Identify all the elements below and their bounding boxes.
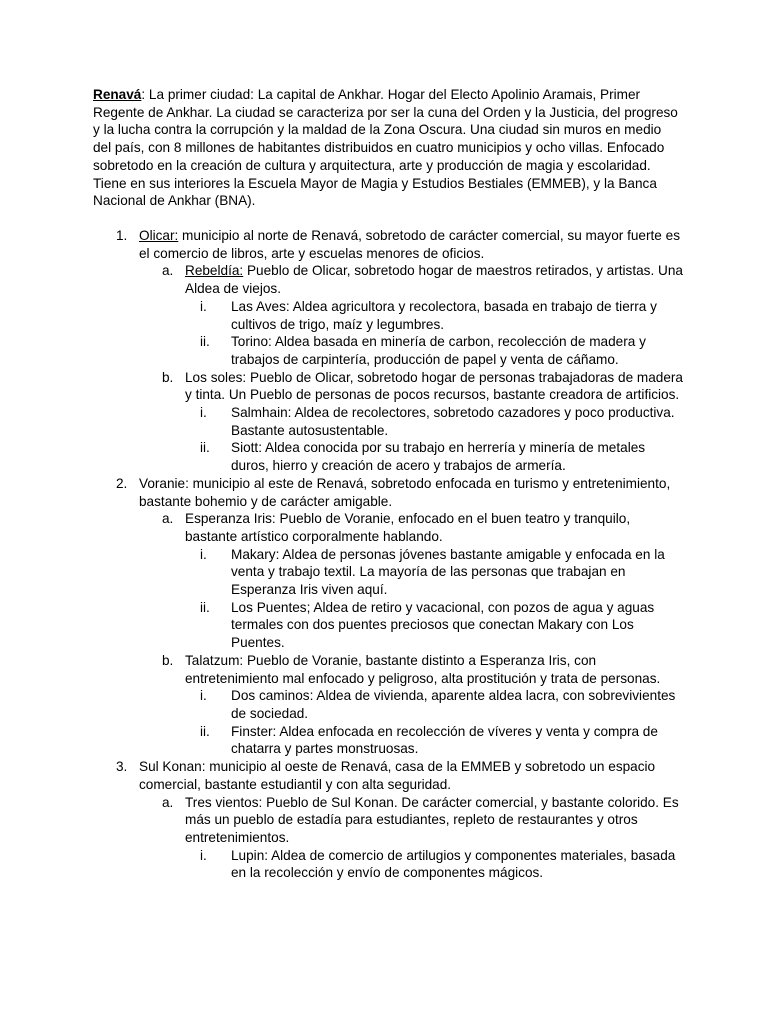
list-item [93, 404, 683, 439]
list-item [93, 794, 683, 847]
list-item [93, 227, 683, 262]
item-text: Torino: Aldea basada en minería de carbon, recolección de madera y trabajos de carpintería, producción de papel y venta de cáñamo. [231, 334, 646, 367]
list-item [93, 546, 683, 599]
list-marker: ii. [200, 334, 210, 350]
list-item [93, 262, 683, 297]
item-text: Las Aves: Aldea agricultora y recolectora, basada en trabajo de tierra y cultivos de trigo, maíz y legumbres. [231, 298, 657, 332]
list-marker: b. [162, 369, 174, 385]
list-marker: a. [162, 511, 174, 527]
list-marker: 1. [116, 228, 128, 243]
list-marker: a. [162, 263, 174, 279]
list-item [93, 439, 683, 474]
list-item [93, 333, 683, 368]
item-text: Makary: Aldea de personas jóvenes bastante amigable y enfocada en la venta y trabajo textil. La mayoría de las personas que trabajan en Esperanza Iris viven aquí. [231, 546, 665, 598]
item-text: Finster: Aldea enfocada en recolección de víveres y venta y compra de chatarra y partes monstruosas. [231, 723, 658, 757]
list-marker: b. [162, 652, 174, 668]
item-text: Pueblo de Olicar, sobretodo hogar de maestros retirados, y artistas. Una Aldea de viejos. [185, 263, 683, 297]
list-item [93, 369, 683, 404]
list-marker: 2. [116, 475, 128, 491]
list-marker: ii. [200, 723, 210, 739]
list-item [93, 652, 683, 687]
list-item [93, 758, 683, 793]
item-text: Esperanza Iris: Pueblo de Voranie, enfocado en el buen teatro y tranquilo, bastante artístico corporalmente hablando. [185, 511, 631, 544]
item-name: Olicar: [139, 228, 179, 243]
intro-term: Renavá [93, 87, 142, 102]
item-text: Talatzum: Pueblo de Voranie, bastante distinto a Esperanza Iris, con entretenimiento mal enfocado y peligroso, alta prostitución y trata de personas. [185, 652, 661, 686]
intro-paragraph [93, 86, 683, 210]
list-marker: i. [200, 688, 207, 704]
item-text: Los soles: Pueblo de Olicar, sobretodo hogar de personas trabajadoras de madera y tinta. Un Pueblo de personas de pocos recursos, bastante creadora de artificios. [185, 369, 683, 403]
list-marker: a. [162, 794, 174, 810]
item-text: municipio al norte de Renavá, sobretodo de carácter comercial, su mayor fuerte es el comercio de libros, arte y escuelas menores de oficios. [139, 228, 680, 261]
list-marker: ii. [200, 440, 210, 456]
item-text: Sul Konan: municipio al oeste de Renavá, casa de la EMMEB y sobretodo un espacio comercial, bastante estudiantil y con alta seguridad. [139, 759, 656, 792]
list-item [93, 475, 683, 510]
item-text: Los Puentes; Aldea de retiro y vacacional, con pozos de agua y aguas termales con dos puentes preciosos que conectan Makary con Los Puentes. [231, 599, 655, 651]
list-marker: 3. [116, 759, 128, 775]
list-item [93, 687, 683, 722]
outline-list [93, 227, 683, 882]
item-text: Voranie: municipio al este de Renavá, sobretodo enfocada en turismo y entretenimiento, bastante bohemio y de carácter amigable. [139, 475, 671, 509]
item-text: Siott: Aldea conocida por su trabajo en herrería y minería de metales duros, hierro y creación de acero y trabajos de armería. [231, 440, 646, 474]
list-item [93, 298, 683, 333]
list-marker: ii. [200, 599, 210, 615]
item-text: Tres vientos: Pueblo de Sul Konan. De carácter comercial, y bastante colorido. Es más un pueblo de estadía para estudiantes, repleto de restaurantes y otros entretenimientos. [185, 794, 679, 845]
item-name: Rebeldía: [185, 263, 244, 279]
list-marker: i. [200, 298, 207, 314]
list-marker: i. [200, 847, 207, 863]
list-item [93, 510, 683, 545]
list-item [93, 723, 683, 758]
item-text: Dos caminos: Aldea de vivienda, aparente aldea lacra, con sobrevivientes de sociedad. [231, 688, 676, 721]
list-item [93, 599, 683, 652]
item-text: Salmhain: Aldea de recolectores, sobretodo cazadores y poco productiva. Bastante autosustentable. [231, 405, 675, 438]
list-item [93, 847, 683, 882]
list-marker: i. [200, 546, 207, 562]
item-text: Lupin: Aldea de comercio de artilugios y componentes materiales, basada en la recolección y envío de componentes mágicos. [231, 847, 676, 881]
intro-text: : La primer ciudad: La capital de Ankhar. Hogar del Electo Apolinio Aramais, Primer Regente de Ankhar. La ciudad se caracteriza por ser la cuna del Orden y la Justicia, del progreso y la lucha contra la corrupción y la maldad de la Zona Oscura. Una ciudad sin muros en medio del país, con 8 millones de habitantes distribuidos en cuatro municipios y ocho villas. Enfocado sobretodo en la creación de cultura y arquitectura, arte y producción de magia y escolaridad. Tiene en sus interiores la Escuela Mayor de Magia y Estudios Bestiales (EMMEB), y la Banca Nacional de Ankhar (BNA). [93, 87, 678, 209]
list-marker: i. [200, 405, 207, 421]
